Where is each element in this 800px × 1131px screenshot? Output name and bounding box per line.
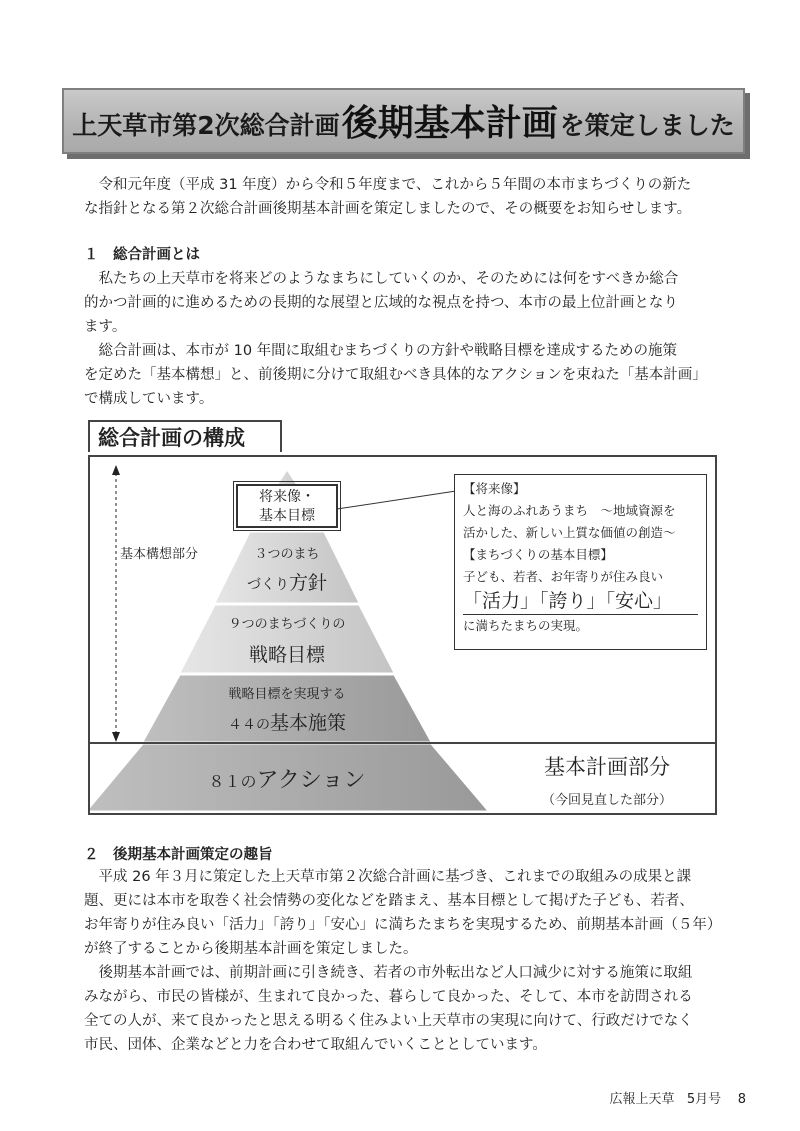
s2p2-line: 全ての人が、来て良かったと思える明るく住みよい上天草市の実現に向けて、行政だけでなく (84, 1013, 693, 1029)
structure-diagram (88, 455, 717, 815)
level2-text (215, 543, 359, 595)
level5-text (143, 763, 431, 794)
level5-large: アクション (256, 768, 366, 793)
callout-pointer (337, 491, 456, 509)
intro-paragraph (84, 173, 730, 221)
level4-prefix: ４４の (227, 717, 270, 733)
top-box-line: 基本目標 (259, 508, 315, 524)
level2-prefix: づくり (246, 577, 289, 593)
footer-page-number: 8 (737, 1092, 746, 1107)
level4-text (143, 683, 431, 735)
intro-line: 令和元年度（平成 31 年度）から令和５年度まで、これから５年間の本市まちづくりの新た (98, 177, 692, 193)
s2p1-line: お年寄りが住み良い「活力」「誇り」「安心」に満ちたまちを実現するため、前期基本計画（５年） (84, 917, 722, 933)
level3-large: 戦略目標 (248, 644, 325, 666)
level3-text (180, 613, 394, 667)
plan-sub: （今回見直した部分） (541, 793, 672, 808)
title-suffix: を策定しました (559, 111, 735, 140)
s1p1-line: 私たちの上天草市を将来どのようなまちにしていくのか、そのためには何をすべきか総合 (98, 271, 679, 287)
callout-line: 子ども、若者、お年寄りが住み良い (463, 569, 664, 584)
level4-small: 戦略目標を実現する (228, 687, 346, 702)
callout-heading: 【まちづくりの基本目標】 (463, 547, 613, 562)
section-divider (90, 742, 715, 744)
side-label: 基本構想部分 (120, 543, 198, 562)
s1p1-line: ます。 (84, 319, 127, 335)
s2p1-line: 平成 26 年３月に策定した上天草市第２次総合計画に基づき、これまでの取組みの成果と課 (98, 869, 692, 885)
callout-line: 活かした、新しい上質な価値の創造〜 (463, 525, 676, 540)
section2-body (84, 865, 730, 1057)
s2p2-line: 市民、団体、企業などと力を合わせて取組んでいくこととしています。 (84, 1037, 547, 1053)
arrow-down-icon (112, 732, 120, 742)
level5-prefix: ８１の (208, 772, 257, 791)
top-box-line: 将来像・ (259, 489, 315, 505)
level4-large: 基本施策 (269, 712, 346, 734)
page-footer (609, 1088, 746, 1107)
title-prefix: 上天草市第2次総合計画 (72, 111, 340, 140)
section1-heading: １ 総合計画とは (84, 247, 200, 263)
plan-label: 基本計画部分 (544, 755, 670, 779)
s2p1-line: が終了することから後期基本計画を策定しました。 (84, 941, 418, 957)
intro-line: な指針となる第２次総合計画後期基本計画を策定しましたので、その概要をお知らせします。 (84, 201, 692, 217)
callout-line: 人と海のふれあうまち 〜地域資源を (463, 503, 676, 518)
callout-big: 「活力」「誇り」「安心」 (463, 588, 698, 615)
level2-large: 方針 (288, 572, 327, 594)
arrow-up-icon (112, 465, 120, 475)
s2p2-line: みながら、市民の皆様が、生まれて良かった、暮らして良かった、そして、本市を訪問される (84, 989, 693, 1005)
plan-label-box (522, 751, 692, 808)
top-box (236, 484, 338, 528)
callout-box (454, 474, 707, 650)
callout-line: に満ちたまちの実現。 (463, 618, 589, 633)
section1-para1 (84, 267, 730, 411)
level3-small: ９つのまちづくりの (228, 617, 346, 632)
s2p1-line: 題、更には本市を取巻く社会情勢の変化などを踏まえ、基本目標として掲げた子ども、若者、 (84, 893, 694, 909)
s1p2-line: 総合計画は、本市が 10 年間に取組むまちづくりの方針や戦略目標を達成するための施策 (98, 343, 678, 359)
level2-small: ３つのまち (254, 547, 320, 562)
callout-heading: 【将来像】 (463, 481, 526, 496)
title-banner (62, 88, 745, 154)
footer-issue: 5月号 (686, 1092, 722, 1107)
footer-publication: 広報上天草 (609, 1092, 675, 1107)
title-main: 後期基本計画 (341, 103, 558, 144)
section2-heading: ２ 後期基本計画策定の趣旨 (84, 847, 273, 863)
s1p1-line: 的かつ計画的に進めるための長期的な展望と広域的な視点を持つ、本市の最上位計画となり (84, 295, 678, 311)
diagram-label: 総合計画の構成 (88, 420, 282, 452)
s2p2-line: 後期基本計画では、前期計画に引き続き、若者の市外転出など人口減少に対する施策に取組 (98, 965, 693, 981)
s1p2-line: で構成しています。 (84, 391, 214, 407)
s1p2-line: を定めた「基本構想」と、前後期に分けて取組むべき具体的なアクションを束ねた「基本計画」 (84, 367, 707, 383)
